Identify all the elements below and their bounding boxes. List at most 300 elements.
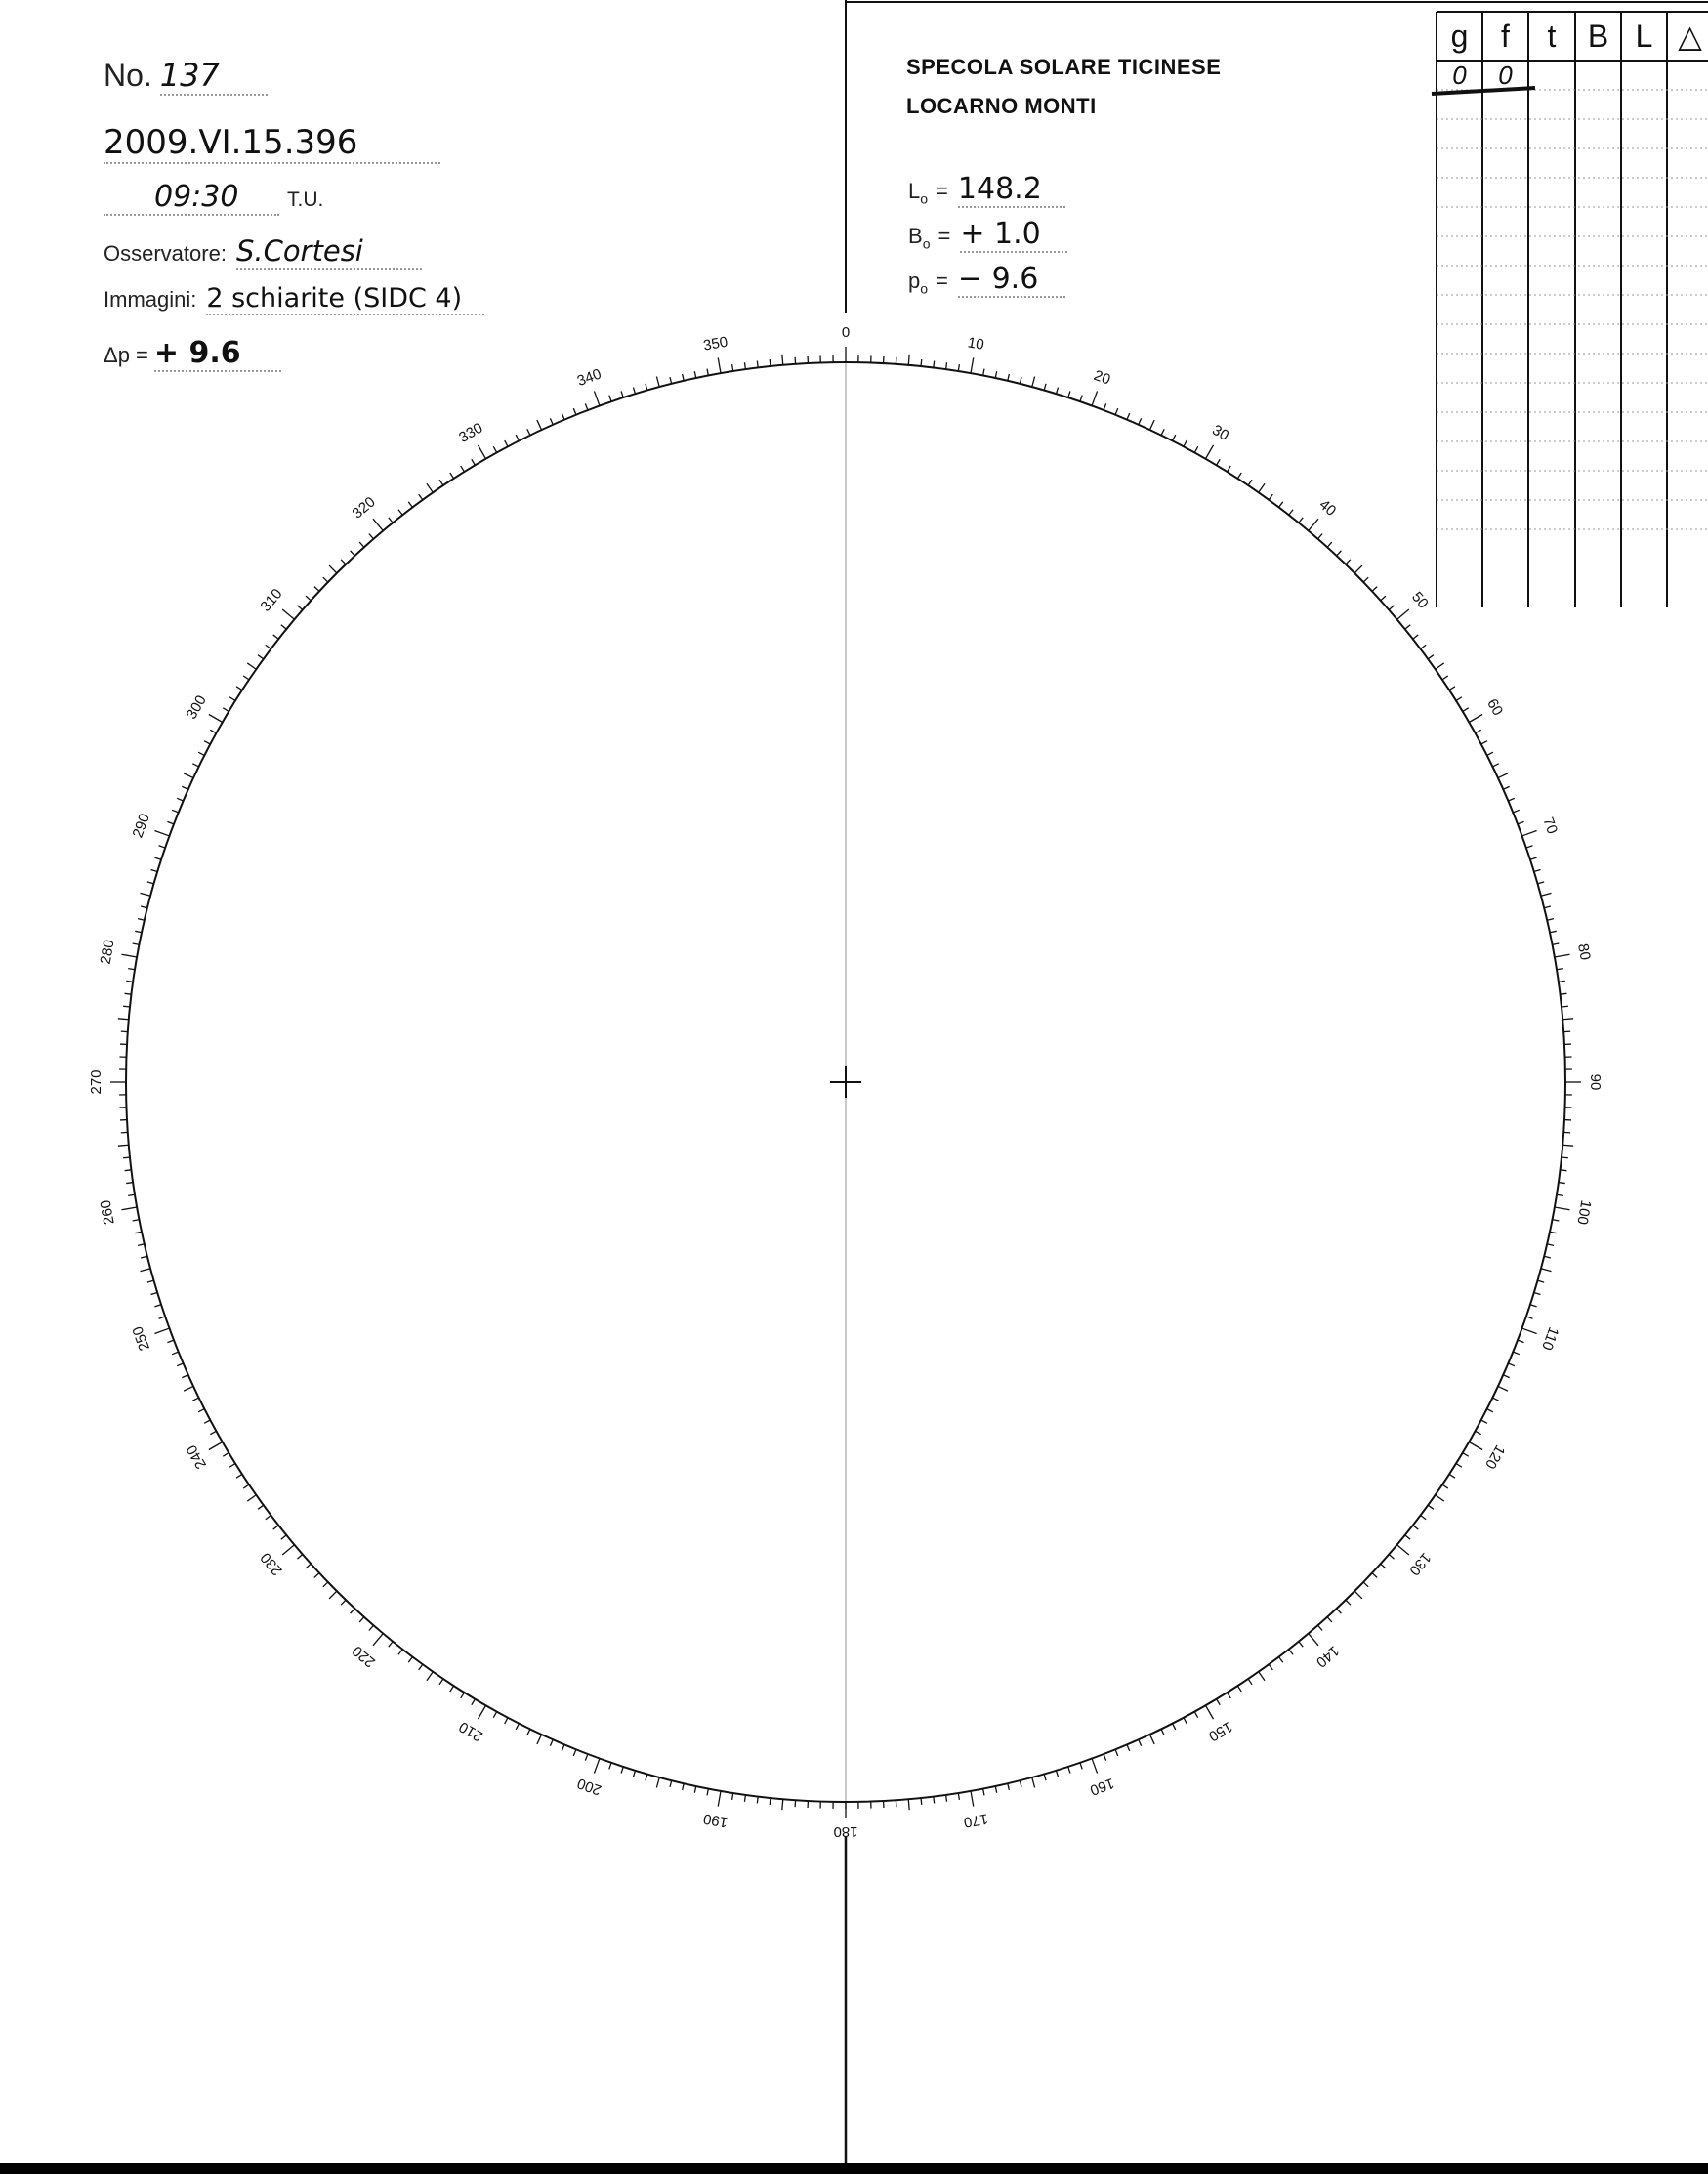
- scale-tick: [167, 1340, 174, 1343]
- scale-tick: [389, 518, 393, 523]
- scale-tick: [479, 1705, 486, 1719]
- scale-tick: [585, 1754, 588, 1761]
- scale-tick: [1279, 1657, 1283, 1663]
- scale-tick: [1428, 655, 1434, 659]
- scale-tick: [1248, 480, 1252, 485]
- table-header-f: f: [1501, 19, 1510, 54]
- scale-tick: [154, 1328, 169, 1333]
- scale-label-100: 100: [1573, 1198, 1595, 1227]
- scale-label-140: 140: [1312, 1642, 1343, 1671]
- scale-tick: [1289, 510, 1293, 516]
- scale-label-220: 220: [349, 1642, 379, 1671]
- scale-tick: [184, 773, 193, 778]
- L0-value: 148.2: [957, 172, 1042, 206]
- scale-tick: [1449, 687, 1455, 690]
- scale-tick: [1068, 391, 1070, 397]
- scale-tick: [1080, 1763, 1082, 1770]
- scale-tick: [1562, 1157, 1568, 1158]
- scale-tick: [351, 551, 355, 556]
- scale-tick: [138, 919, 145, 921]
- scale-tick: [493, 446, 496, 452]
- scale-tick: [1184, 1718, 1187, 1724]
- scale-label-130: 130: [1405, 1549, 1435, 1579]
- scale-tick: [341, 1600, 346, 1605]
- scale-label-150: 150: [1205, 1718, 1235, 1745]
- scale-tick: [1161, 429, 1164, 435]
- scale-tick: [1299, 1642, 1303, 1647]
- scale-tick: [550, 1739, 553, 1745]
- bottom-border: [0, 2163, 1708, 2174]
- scale-tick: [297, 606, 302, 610]
- scale-tick: [123, 1157, 130, 1158]
- scale-tick: [167, 821, 174, 824]
- scale-tick: [210, 730, 216, 732]
- scale-tick: [427, 483, 433, 492]
- scale-label-110: 110: [1538, 1324, 1562, 1353]
- scale-label-350: 350: [701, 333, 729, 355]
- scale-tick: [177, 1363, 183, 1366]
- scale-tick: [297, 1555, 302, 1560]
- scale-tick: [323, 577, 328, 582]
- scale-label-50: 50: [1408, 588, 1432, 612]
- scale-label-160: 160: [1087, 1774, 1117, 1799]
- scale-tick: [177, 798, 183, 801]
- scale-tick: [1228, 466, 1231, 472]
- date-value: 2009.VI.15.396: [104, 123, 358, 162]
- p0-field: $p_o$ = − 9.6: [908, 262, 1065, 298]
- scale-tick: [1115, 1749, 1118, 1755]
- scale-tick: [1346, 1600, 1351, 1605]
- scale-tick: [1498, 773, 1508, 778]
- scale-tick: [1518, 821, 1524, 824]
- scale-tick: [229, 1464, 235, 1468]
- scale-label-320: 320: [349, 493, 379, 523]
- scale-tick: [123, 1006, 130, 1007]
- scale-tick: [204, 1420, 210, 1423]
- scale-tick: [770, 1798, 771, 1805]
- scale-tick: [1481, 1420, 1487, 1423]
- table-cell-value: 0: [1452, 61, 1467, 90]
- scale-tick: [1228, 1693, 1231, 1698]
- scale-tick: [921, 1798, 922, 1805]
- scale-tick: [646, 1774, 647, 1780]
- scale-tick: [138, 1244, 145, 1246]
- scale-label-80: 80: [1574, 942, 1594, 962]
- scale-tick: [1248, 1679, 1252, 1685]
- scale-tick: [1530, 857, 1537, 859]
- scale-tick: [633, 1771, 635, 1777]
- scale-tick: [694, 371, 695, 378]
- scale-label-230: 230: [257, 1549, 286, 1579]
- L0-field: $L_o$ = 148.2: [908, 172, 1065, 208]
- scale-tick: [210, 1431, 216, 1434]
- scale-tick: [258, 1505, 264, 1509]
- scale-tick: [718, 357, 721, 373]
- scale-tick: [1513, 1352, 1519, 1355]
- scale-tick: [1269, 494, 1272, 500]
- scale-tick: [135, 931, 142, 932]
- scale-tick: [373, 1634, 383, 1646]
- scale-tick: [341, 560, 346, 564]
- scale-tick: [461, 466, 465, 472]
- scale-tick: [1068, 1767, 1070, 1774]
- scale-tick: [1547, 1244, 1554, 1246]
- scale-tick: [314, 1573, 319, 1578]
- scale-tick: [1541, 893, 1552, 896]
- scale-tick: [670, 1780, 672, 1787]
- scale-tick: [1463, 1453, 1469, 1457]
- scale-tick: [537, 420, 542, 430]
- scale-tick: [258, 655, 264, 659]
- scale-tick: [694, 1786, 695, 1793]
- scale-tick: [159, 846, 166, 848]
- scale-tick: [118, 1019, 129, 1020]
- scale-tick: [229, 697, 235, 701]
- scale-tick: [1463, 708, 1469, 712]
- scale-tick: [1405, 1535, 1410, 1539]
- scale-tick: [1259, 1672, 1265, 1681]
- scale-tick: [133, 1220, 140, 1221]
- scale-tick: [1442, 1484, 1448, 1488]
- scale-tick: [1104, 403, 1106, 410]
- scale-tick: [373, 519, 383, 530]
- B0-field: $B_o$ = + 1.0: [908, 217, 1067, 253]
- scale-tick: [306, 596, 311, 601]
- scale-label-0: 0: [841, 323, 851, 341]
- scale-label-240: 240: [183, 1442, 210, 1472]
- scale-tick: [126, 1183, 133, 1184]
- scale-tick: [757, 361, 758, 368]
- scale-tick: [398, 510, 402, 516]
- scale-tick: [182, 1375, 187, 1378]
- observer-value: S.Cortesi: [235, 234, 363, 268]
- scale-tick: [427, 1672, 433, 1681]
- scale-tick: [266, 645, 271, 648]
- scale-tick: [151, 869, 158, 871]
- scale-tick: [1481, 741, 1487, 744]
- scale-tick: [1469, 1442, 1482, 1450]
- table-header-L: L: [1635, 19, 1653, 54]
- scale-tick: [135, 1232, 142, 1233]
- scale-tick: [282, 1545, 294, 1555]
- scale-tick: [908, 355, 909, 365]
- scale-tick: [282, 609, 294, 619]
- scale-tick: [247, 663, 256, 669]
- scale-tick: [1372, 587, 1377, 592]
- scale-tick: [1173, 435, 1176, 440]
- scale-tick: [408, 1657, 412, 1663]
- scale-label-330: 330: [456, 419, 486, 446]
- scale-tick: [505, 1718, 508, 1724]
- scale-tick: [516, 1724, 519, 1730]
- scale-label-90: 90: [1587, 1073, 1604, 1091]
- scale-label-200: 200: [574, 1774, 604, 1799]
- scale-tick: [1518, 1340, 1524, 1343]
- scale-tick: [1184, 440, 1187, 446]
- scale-tick: [154, 1305, 161, 1307]
- scale-tick: [223, 1453, 229, 1457]
- scale-tick: [1206, 445, 1214, 459]
- scale-tick: [562, 1744, 564, 1750]
- scale-tick: [1544, 1256, 1551, 1258]
- scale-tick: [934, 361, 935, 368]
- scale-tick: [273, 635, 279, 639]
- scale-tick: [585, 403, 588, 410]
- scale-label-120: 120: [1481, 1442, 1509, 1472]
- scale-tick: [983, 1788, 984, 1795]
- scale-tick: [121, 1207, 137, 1210]
- observer-label: Osservatore:: [104, 241, 227, 266]
- scale-tick: [646, 384, 647, 391]
- scale-tick: [1139, 418, 1142, 424]
- scale-tick: [1044, 1774, 1046, 1780]
- scale-label-70: 70: [1539, 815, 1562, 837]
- scale-tick: [247, 1495, 256, 1501]
- scale-tick: [1498, 1386, 1508, 1391]
- scale-tick: [744, 362, 745, 369]
- scale-tick: [1127, 1744, 1130, 1750]
- scale-tick: [140, 893, 150, 896]
- scale-tick: [125, 993, 132, 994]
- scale-tick: [398, 1650, 402, 1655]
- scale-tick: [314, 587, 319, 592]
- scale-tick: [1559, 981, 1565, 982]
- scale-tick: [1237, 473, 1241, 479]
- scale-tick: [439, 480, 443, 485]
- scale-tick: [140, 1269, 150, 1272]
- scale-tick: [670, 377, 672, 384]
- scale-tick: [683, 1783, 685, 1790]
- scale-tick: [329, 1591, 337, 1599]
- scale-tick: [351, 1609, 355, 1613]
- scale-tick: [683, 374, 685, 381]
- scale-tick: [1550, 931, 1557, 932]
- scale-label-180: 180: [833, 1823, 858, 1841]
- scale-tick: [281, 625, 286, 629]
- scale-tick: [1456, 1464, 1462, 1468]
- scale-tick: [707, 369, 708, 376]
- scale-tick: [594, 391, 599, 405]
- scale-tick: [141, 906, 147, 908]
- scale-tick: [1421, 1516, 1427, 1520]
- scale-label-270: 270: [87, 1069, 104, 1095]
- scale-tick: [209, 1442, 223, 1450]
- scale-tick: [151, 1292, 158, 1294]
- scale-tick: [141, 1256, 147, 1258]
- scale-tick: [1217, 459, 1221, 465]
- scale-tick: [1508, 1363, 1514, 1366]
- L0-label: $L_o$: [908, 179, 929, 207]
- scale-tick: [450, 473, 454, 479]
- scale-tick: [782, 1799, 783, 1810]
- scale-tick: [1555, 1207, 1570, 1210]
- scale-label-300: 300: [183, 692, 210, 723]
- scale-tick: [908, 1799, 909, 1810]
- scale-tick: [1476, 1431, 1481, 1434]
- scale-tick: [1381, 1564, 1386, 1568]
- scale-tick: [1537, 1280, 1544, 1282]
- scale-tick: [958, 364, 959, 371]
- scale-tick: [1428, 1505, 1434, 1509]
- scale-tick: [946, 1795, 947, 1802]
- scale-tick: [243, 676, 249, 680]
- scale-label-210: 210: [456, 1718, 486, 1745]
- table-header-t: t: [1547, 19, 1557, 54]
- scale-tick: [1436, 1495, 1444, 1501]
- scale-tick: [1279, 502, 1283, 508]
- scale-tick: [1522, 1328, 1537, 1333]
- scale-tick: [359, 542, 364, 547]
- scale-tick: [1259, 483, 1265, 492]
- scale-tick: [744, 1795, 745, 1802]
- scale-tick: [1413, 1526, 1419, 1529]
- table-header-B: B: [1587, 19, 1609, 54]
- scale-tick: [1552, 1220, 1559, 1221]
- p0-label: $p_o$: [908, 269, 929, 297]
- scale-tick: [573, 1749, 576, 1755]
- images-value: 2 schiarite (SIDC 4): [206, 283, 463, 314]
- scale-tick: [1092, 391, 1097, 405]
- scale-tick: [118, 1145, 129, 1146]
- scale-tick: [359, 1617, 364, 1622]
- scale-tick: [461, 1693, 465, 1698]
- scale-tick: [1534, 869, 1541, 871]
- scale-tick: [1405, 625, 1410, 629]
- B0-value: + 1.0: [960, 217, 1041, 251]
- scale-tick: [1327, 1617, 1332, 1622]
- sunspot-table: [1432, 12, 1708, 607]
- scale-tick: [1173, 1724, 1176, 1730]
- scale-tick: [128, 1194, 135, 1195]
- scale-tick: [369, 1625, 374, 1630]
- scale-tick: [493, 1712, 496, 1718]
- scale-tick: [1318, 1625, 1323, 1630]
- scale-tick: [369, 533, 374, 538]
- scale-tick: [192, 764, 198, 767]
- scale-tick: [1056, 388, 1058, 395]
- scale-tick: [1541, 1269, 1552, 1272]
- scale-tick: [182, 786, 187, 789]
- scale-tick: [1487, 1409, 1493, 1412]
- scale-tick: [121, 954, 137, 957]
- table-cell-value: 0: [1498, 61, 1513, 90]
- scale-tick: [204, 741, 210, 744]
- scale-tick: [1397, 1545, 1409, 1555]
- scale-tick: [198, 752, 204, 755]
- scale-tick: [159, 1317, 166, 1318]
- scale-tick: [408, 502, 412, 508]
- scale-label-280: 280: [97, 938, 118, 966]
- scale-tick: [479, 445, 486, 459]
- scale-tick: [154, 830, 169, 835]
- scale-tick: [505, 440, 508, 446]
- scale-tick: [329, 565, 337, 573]
- scale-tick: [1442, 676, 1448, 680]
- scale-tick: [921, 359, 922, 366]
- scale-label-60: 60: [1483, 695, 1507, 719]
- scale-tick: [1299, 518, 1303, 523]
- scale-tick: [281, 1535, 286, 1539]
- scale-tick: [983, 369, 984, 376]
- scale-tick: [1381, 596, 1386, 601]
- scale-tick: [1436, 663, 1444, 669]
- scale-label-20: 20: [1091, 366, 1113, 389]
- scale-label-260: 260: [97, 1198, 118, 1227]
- scale-tick: [1115, 408, 1118, 414]
- time-unit-label: T.U.: [287, 188, 324, 211]
- scale-tick: [971, 1791, 974, 1807]
- scale-tick: [707, 1788, 708, 1795]
- record-number-value: 137: [159, 57, 220, 94]
- scale-tick: [516, 435, 519, 440]
- scale-tick: [995, 1786, 996, 1793]
- scale-tick: [562, 413, 564, 419]
- scale-tick: [1032, 1777, 1035, 1788]
- record-number-label: No.: [104, 58, 152, 93]
- p0-value: − 9.6: [957, 262, 1039, 296]
- scale-tick: [1194, 1712, 1197, 1718]
- scale-tick: [1530, 1305, 1537, 1307]
- scale-tick: [550, 418, 553, 424]
- scale-tick: [1020, 1780, 1021, 1787]
- scale-tick: [1237, 1686, 1241, 1692]
- scale-tick: [128, 969, 135, 970]
- scale-tick: [527, 1729, 530, 1735]
- scale-tick: [419, 1664, 423, 1670]
- scale-tick: [1309, 519, 1318, 530]
- scale-tick: [266, 1516, 271, 1520]
- scale-tick: [1337, 1609, 1342, 1613]
- scale-tick: [1389, 606, 1394, 610]
- scale-tick: [1562, 1006, 1568, 1007]
- scale-tick: [1492, 1398, 1498, 1401]
- scale-tick: [450, 1686, 454, 1692]
- scale-tick: [527, 429, 530, 435]
- scale-tick: [198, 1409, 204, 1412]
- images-label: Immagini:: [104, 287, 197, 312]
- scale-tick: [1327, 542, 1332, 547]
- scale-tick: [995, 371, 996, 378]
- scale-tick: [1032, 376, 1035, 387]
- scale-tick: [1476, 730, 1481, 732]
- scale-tick: [1354, 565, 1362, 573]
- scale-tick: [1559, 1183, 1565, 1184]
- scale-tick: [306, 1564, 311, 1568]
- scale-tick: [1503, 1375, 1509, 1378]
- scale-tick: [1044, 384, 1046, 391]
- scale-tick: [125, 1170, 132, 1171]
- scale-tick: [1161, 1729, 1164, 1735]
- scale-label-290: 290: [129, 811, 154, 841]
- scale-tick: [757, 1797, 758, 1804]
- scale-tick: [1008, 374, 1010, 381]
- scale-label-40: 40: [1315, 496, 1340, 520]
- scale-tick: [732, 364, 733, 371]
- scale-tick: [1561, 1170, 1567, 1171]
- scale-tick: [1513, 810, 1519, 813]
- scale-tick: [621, 391, 623, 397]
- scale-tick: [472, 1699, 476, 1705]
- scale-tick: [154, 857, 161, 859]
- scale-tick: [1526, 846, 1533, 848]
- scale-tick: [172, 810, 178, 813]
- scale-tick: [147, 882, 154, 884]
- scale-tick: [1194, 446, 1197, 452]
- scale-tick: [1413, 635, 1419, 639]
- scale-tick: [1537, 882, 1544, 884]
- scale-tick: [1149, 1735, 1154, 1744]
- scale-tick: [1337, 551, 1342, 556]
